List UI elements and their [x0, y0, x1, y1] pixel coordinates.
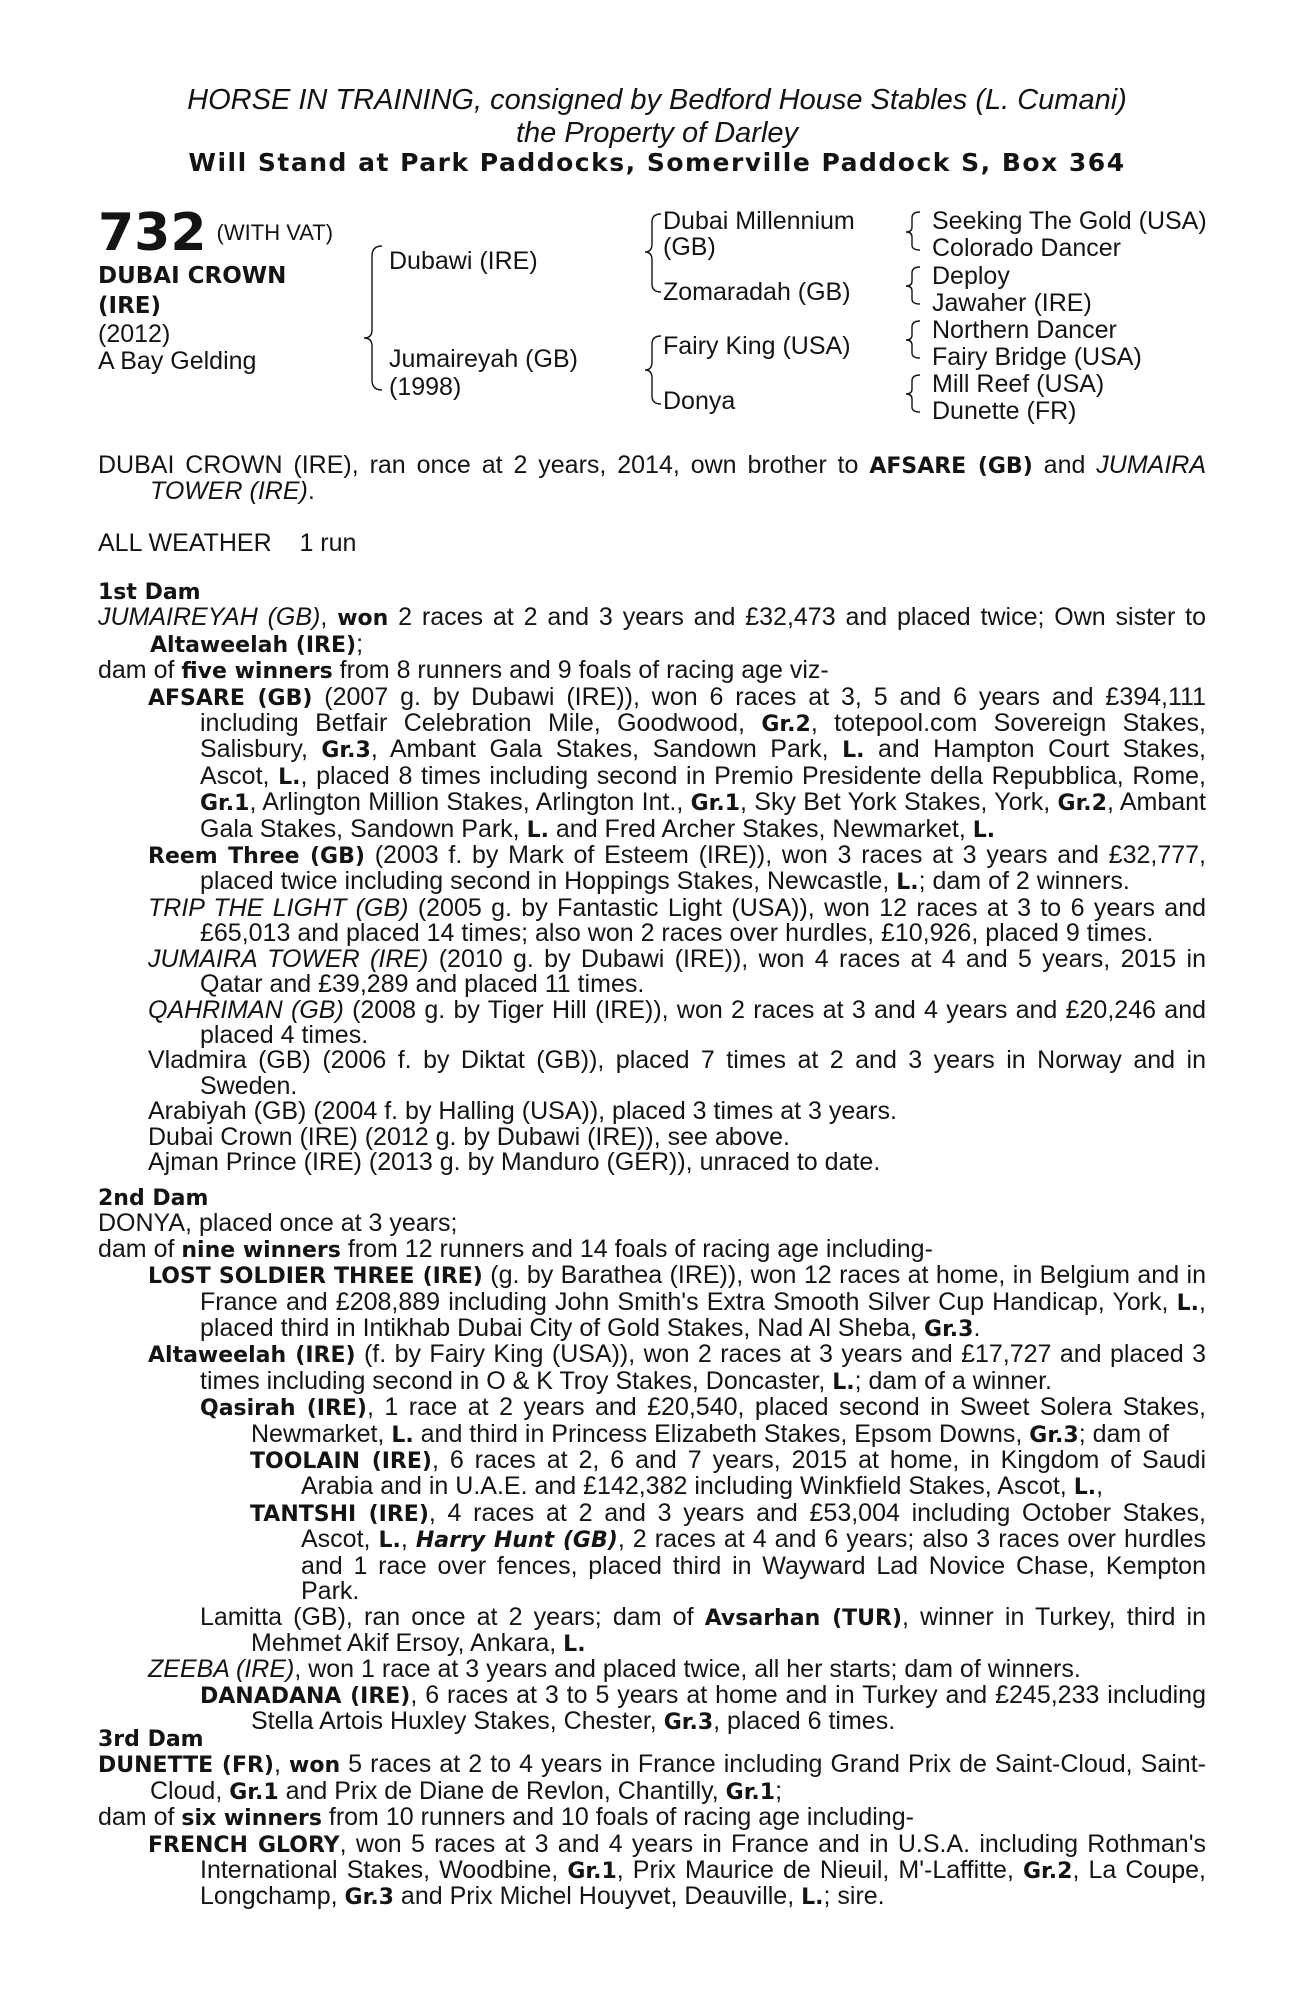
ped-g3-8: Dunette (FR)	[932, 397, 1077, 425]
ped-sire-sire-2: (GB)	[663, 233, 716, 261]
brace-g3-2	[906, 267, 920, 304]
produce-ajman-prince: Ajman Prince (IRE) (2013 g. by Manduro (GER)), unraced to date.	[148, 1147, 881, 1176]
produce-jumaira-tower: JUMAIRA TOWER (IRE) (2010 g. by Dubawi (IRE)), won 4 races at 4 and 5 years, 2015 in Qatar and £39,289 and placed 11 times.	[148, 944, 1206, 999]
second-dam-section	[98, 1186, 1206, 1736]
first-dam-heading: 1st Dam	[98, 580, 201, 605]
first-dam-dam-of: dam of five winners from 8 runners and 9 foals of racing age viz-	[98, 656, 829, 685]
second-dam-dam-of: dam of nine winners from 12 runners and 14 foals of racing age including-	[98, 1234, 933, 1263]
third-dam-dam-of: dam of six winners from 10 runners and 10 foals of racing age including-	[98, 1803, 914, 1832]
lot-description: A Bay Gelding	[98, 347, 257, 375]
third-dam-heading: 3rd Dam	[98, 1727, 204, 1752]
second-dam-heading: 2nd Dam	[98, 1186, 209, 1211]
lot-number: 732	[98, 203, 207, 263]
produce-lamitta: Lamitta (GB), ran once at 2 years; dam of Avsarhan (TUR), winner in Turkey, third in Mehmet Akif Ersoy, Ankara, L.	[200, 1602, 1207, 1657]
ped-sire-dam: Zomaradah (GB)	[663, 278, 851, 306]
produce-qahriman: QAHRIMAN (GB) (2008 g. by Tiger Hill (IRE)), won 2 races at 3 and 4 years and £20,246 and placed 4 times.	[148, 995, 1206, 1049]
first-dam-intro: JUMAIREYAH (GB), won 2 races at 2 and 3 years and £32,473 and placed twice; Own sister to Altaweelah (IRE);	[98, 603, 1206, 658]
ped-g3-7: Mill Reef (USA)	[932, 370, 1105, 398]
lot-name-2: (IRE)	[98, 293, 162, 319]
ped-sire-sire-1: Dubai Millennium	[663, 207, 855, 235]
brace-gen1	[364, 246, 382, 390]
header-line-2: the Property of Darley	[515, 117, 799, 149]
produce-altaweelah: Altaweelah (IRE) (f. by Fairy King (USA)), won 2 races at 3 years and £17,727 and placed 3 times including second in O & K Troy Stakes, Doncaster, L.; dam of a winner.	[148, 1340, 1206, 1395]
produce-tantshi: TANTSHI (IRE), 4 races at 2 and 3 years and £53,004 including October Stakes, Ascot, L., Harry Hunt (GB), 2 races at 4 and 6 years; also 3 races over hurdles and 1 race over fences, placed third in Wayward Lad Novice Chase, Kempton Park.	[250, 1498, 1207, 1606]
third-dam-intro: DUNETTE (FR), won 5 races at 2 to 4 years in France including Grand Prix de Saint-Cloud, Saint-Cloud, Gr.1 and Prix de Diane de Revlon, Chantilly, Gr.1;	[98, 1750, 1206, 1805]
ped-g3-2: Colorado Dancer	[932, 234, 1121, 262]
ped-sire: Dubawi (IRE)	[389, 247, 538, 275]
ped-g3-6: Fairy Bridge (USA)	[932, 343, 1142, 371]
produce-reem-three: Reem Three (GB) (2003 f. by Mark of Esteem (IRE)), won 3 races at 3 years and £32,777, placed twice including second in Hoppings Stakes, Newcastle, L.; dam of 2 winners.	[148, 841, 1206, 896]
ped-g3-5: Northern Dancer	[932, 316, 1117, 344]
brace-sire-line	[645, 214, 661, 292]
ped-dam-year: (1998)	[389, 373, 462, 401]
produce-arabiyah: Arabiyah (GB) (2004 f. by Halling (USA)), placed 3 times at 3 years.	[148, 1097, 897, 1126]
produce-danadana: DANADANA (IRE), 6 races at 3 to 5 years at home and in Turkey and £245,233 including Stella Artois Huxley Stakes, Chester, Gr.3, placed 6 times.	[200, 1680, 1206, 1736]
produce-qasirah: Qasirah (IRE), 1 race at 2 years and £20,540, placed second in Sweet Solera Stakes, Newmarket, L. and third in Princess Elizabeth Stakes, Epsom Downs, Gr.3; dam of	[200, 1393, 1206, 1448]
ped-g3-4: Jawaher (IRE)	[932, 289, 1092, 317]
second-dam-intro: DONYA, placed once at 3 years;	[98, 1209, 458, 1238]
brace-g3-3	[906, 321, 920, 358]
summary	[98, 453, 1206, 556]
produce-trip-the-light: TRIP THE LIGHT (GB) (2005 g. by Fantastic Light (USA)), won 12 races at 3 to 6 years and £65,013 and placed 14 times; also won 2 races over hurdles, £10,926, placed 9 times.	[148, 893, 1207, 948]
header-line-1: HORSE IN TRAINING, consigned by Bedford House Stables (L. Cumani)	[187, 84, 1127, 116]
ped-dam: Jumaireyah (GB)	[389, 345, 578, 373]
brace-g3-1	[906, 212, 920, 250]
ped-dam-dam: Donya	[663, 387, 736, 415]
ped-g3-1: Seeking The Gold (USA)	[932, 207, 1207, 235]
produce-lost-soldier-three: LOST SOLDIER THREE (IRE) (g. by Barathea (IRE)), won 12 races at home, in Belgium and in France and £208,889 including John Smith's Extra Smooth Silver Cup Handicap, York, L., placed third in Intikhab Dubai City of Gold Stakes, Nad Al Sheba, Gr.3.	[148, 1261, 1206, 1343]
produce-toolain: TOOLAIN (IRE), 6 races at 2, 6 and 7 years, 2015 at home, in Kingdom of Saudi Arabia and in U.A.E. and £142,382 including Winkfield Stakes, Ascot, L.,	[250, 1446, 1206, 1501]
produce-vladmira: Vladmira (GB) (2006 f. by Diktat (GB)), placed 7 times at 2 and 3 years in Norway and in Sweden.	[148, 1046, 1206, 1100]
ped-g3-3: Deploy	[932, 262, 1010, 290]
produce-dubai-crown: Dubai Crown (IRE) (2012 g. by Dubawi (IRE)), see above.	[148, 1122, 790, 1151]
lot-year: (2012)	[98, 320, 171, 348]
brace-dam-line	[645, 336, 661, 404]
produce-french-glory: FRENCH GLORY, won 5 races at 3 and 4 years in France and in U.S.A. including Rothman's International Stakes, Woodbine, Gr.1, Prix Maurice de Nieuil, M'-Laffitte, Gr.2, La Coupe, Longchamp, Gr.3 and Prix Michel Houyvet, Deauville, L.; sire.	[148, 1829, 1206, 1911]
summary-paragraph: DUBAI CROWN (IRE), ran once at 2 years, 2014, own brother to AFSARE (GB) and JUMAIRA TOWER (IRE).	[98, 451, 1207, 506]
ped-dam-sire: Fairy King (USA)	[663, 332, 851, 360]
produce-afsare: AFSARE (GB) (2007 g. by Dubawi (IRE)), won 6 races at 3, 5 and 6 years and £394,111 including Betfair Celebration Mile, Goodwood, Gr.2, totepool.com Sovereign Stakes, Salisbury, Gr.3, Ambant Gala Stakes, Sandown Park, L. and Hampton Court Stakes, Ascot, L., placed 8 times including second in Premio Presidente della Repubblica, Rome, Gr.1, Arlington Million Stakes, Arlington Int., Gr.1, Sky Bet York Stakes, York, Gr.2, Ambant Gala Stakes, Sandown Park, L. and Fred Archer Stakes, Newmarket, L.	[148, 682, 1206, 843]
brace-g3-4	[906, 375, 920, 412]
all-weather-line: ALL WEATHER 1 run	[98, 528, 357, 557]
lot-vat: (WITH VAT)	[216, 220, 334, 245]
first-dam-section	[98, 580, 1206, 1175]
produce-zeeba: ZEEBA (IRE), won 1 race at 3 years and placed twice, all her starts; dam of winners.	[148, 1655, 1081, 1684]
header-line-3: Will Stand at Park Paddocks, Somerville Paddock S, Box 364	[188, 148, 1126, 177]
third-dam-section	[98, 1727, 1206, 1911]
lot-name-1: DUBAI CROWN	[98, 263, 287, 289]
